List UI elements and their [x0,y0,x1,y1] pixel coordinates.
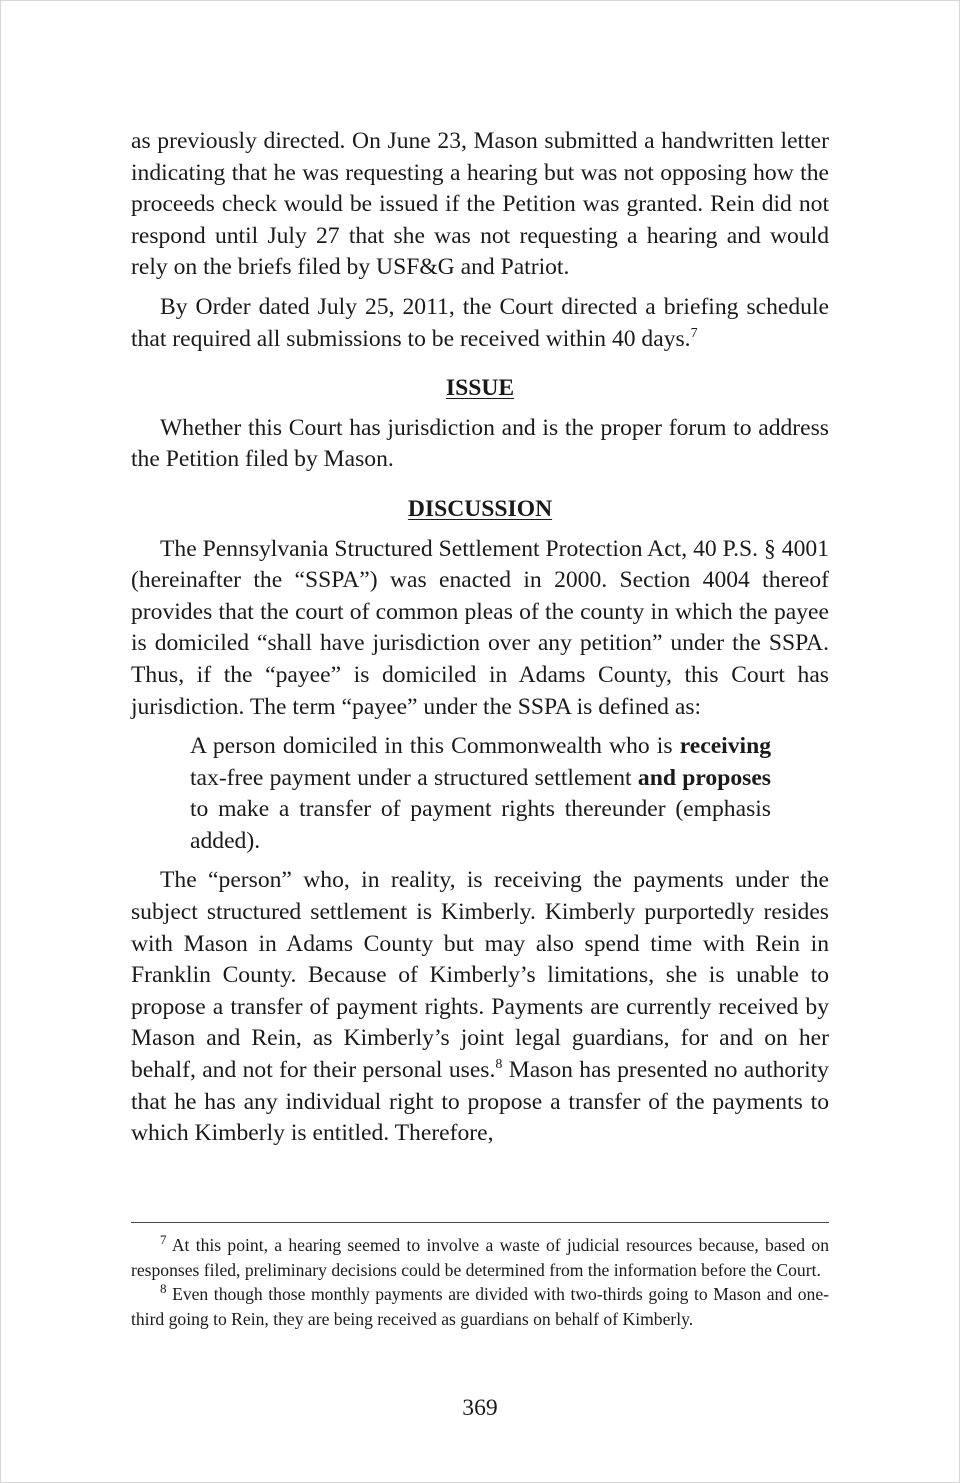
statute-block-quote [190,731,771,857]
page-number: 369 [462,1395,498,1421]
issue-heading: ISSUE [445,375,515,402]
quote-text: tax-free payment under a structured settlement [190,764,638,791]
footnote-7 [131,1233,829,1282]
footnote-divider [131,1222,829,1223]
paragraph-text: Mason has presented no authority that he has any individual right to propose a transfer of the payments to which Kimberly is entitled. Therefore, [131,1057,829,1147]
footnotes [131,1233,829,1331]
discussion-heading: DISCUSSION [407,495,553,522]
quote-emphasis: and proposes [637,764,771,791]
issue-paragraph: Whether this Court has jurisdiction and is the proper forum to address the Petition filed by Mason. [131,414,829,473]
footnote-reference-7[interactable]: 7 [690,325,698,341]
footnote-number: 8 [160,1281,167,1297]
footnote-reference-8[interactable]: 8 [495,1057,503,1073]
page-body [131,126,829,1150]
footnote-text: At this point, a hearing seemed to involve a waste of judicial resources because, based on responses filed, preliminary decisions could be determined from the information before the Court. [131,1235,829,1280]
footnote-text: Even though those monthly payments are divided with two-thirds going to Mason and one-third going to Rein, they are being received as guardians on behalf of Kimberly. [131,1284,829,1329]
paragraph-briefing-order [131,292,829,355]
paragraph-text: By Order dated July 25, 2011, the Court directed a briefing schedule that required all submissions to be received within 40 days. [131,293,829,352]
discussion-paragraph-payee [131,865,829,1149]
quote-text: A person domiciled in this Commonwealth who is [190,733,680,760]
paragraph-continuation: as previously directed. On June 23, Mason submitted a handwritten letter indicating that he was requesting a hearing but was not opposing how the proceeds check would be issued if the Petition was granted. Rein did not respond until July 27 that she was not requesting a hearing and would rely on the briefs filed by USF&G and Patriot. [131,128,829,281]
discussion-paragraph-sspa: The Pennsylvania Structured Settlement Protection Act, 40 P.S. § 4001 (hereinafter the “SSPA”) was enacted in 2000. Section 4004 thereof provides that the court of common pleas of the county in which the payee is domiciled “shall have jurisdiction over any petition” under the SSPA. Thus, if the “payee” is domiciled in Adams County, this Court has jurisdiction. The term “payee” under the SSPA is defined as: [131,535,829,720]
quote-text: to make a transfer of payment rights thereunder (emphasis added). [190,796,771,854]
quote-emphasis: receiving [679,733,771,760]
paragraph-text: The “person” who, in reality, is receiving the payments under the subject structured settlement is Kimberly. Kimberly purportedly resides with Mason in Adams County but may also spend time with Rein in Franklin County. Because of Kimberly’s limitations, she is unable to propose a transfer of payment rights. Payments are currently received by Mason and Rein, as Kimberly’s joint legal guardians, for and on her behalf, and not for their personal uses. [131,867,829,1084]
footnote-8 [131,1282,829,1331]
footnote-number: 7 [160,1232,167,1247]
